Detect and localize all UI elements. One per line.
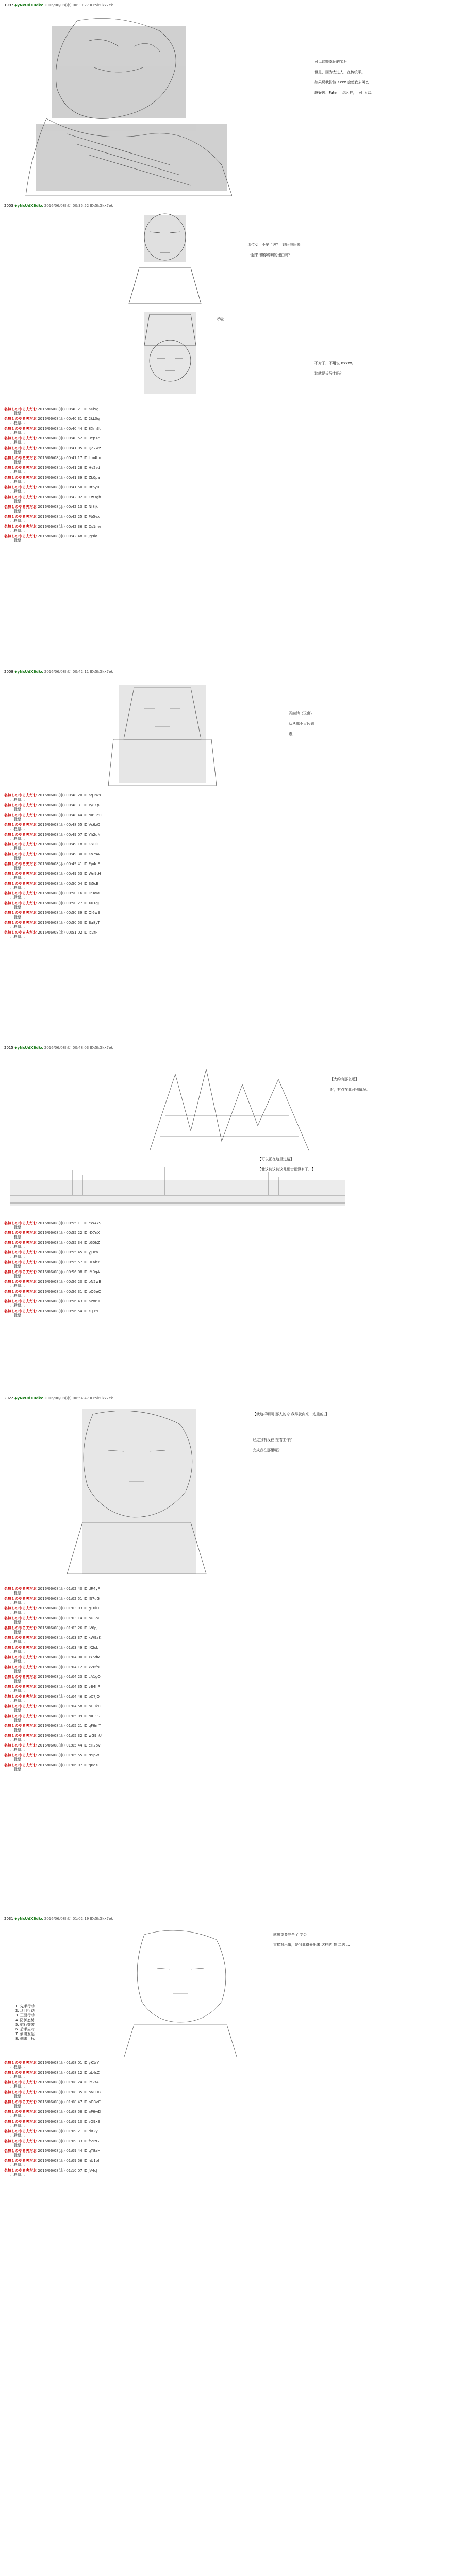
- post-meta: 2016/06/08(水) 00:42:11 ID:5kGkx7ek: [44, 670, 113, 674]
- reply-item: 名無しのやる夫だお 2016/06/08(水) 01:05:21 ID:qF6mT …投票…: [4, 1724, 101, 1732]
- reply-item: 名無しのやる夫だお 2016/06/08(水) 01:08:24 ID:iM7tA …投票…: [4, 2080, 99, 2089]
- reply-item: 名無しのやる夫だお 2016/06/08(水) 00:56:54 ID:sQ1tE …投票…: [4, 1309, 100, 1317]
- reply-item: 名無しのやる夫だお 2016/06/08(水) 00:42:13 ID:Nf8jk …投票…: [4, 505, 98, 513]
- reply-item: 名無しのやる夫だお 2016/06/08(水) 01:04:35 ID:vB4hP …投票…: [4, 1685, 100, 1693]
- reply-item: 名無しのやる夫だお 2016/06/08(水) 00:49:30 ID:Ko7sA …投票…: [4, 852, 100, 860]
- reply-item: 名無しのやる夫だお 2016/06/08(水) 00:49:53 ID:Wn9tH …投票…: [4, 872, 101, 880]
- reply-item: 名無しのやる夫だお 2016/06/08(水) 00:48:44 ID:mB3eR …投票…: [4, 813, 102, 821]
- reply-item: 名無しのやる夫だお 2016/06/08(水) 00:42:48 ID:Jg9lo …投票…: [4, 534, 97, 543]
- reply-item: 名無しのやる夫だお 2016/06/08(水) 00:40:31 ID:2kL0q …投票…: [4, 417, 100, 425]
- reply-item: 名無しのやる夫だお 2016/06/08(水) 01:04:00 ID:zY5dM …投票…: [4, 1655, 101, 1664]
- reply-item: 名無しのやる夫だお 2016/06/08(水) 01:10:07 ID:jV4cJ …投票…: [4, 2168, 97, 2177]
- ascii-art-figure: [103, 677, 222, 786]
- post-author[interactable]: ◆yNxUdXBdkc: [14, 3, 43, 7]
- reply-item: 名無しのやる夫だお 2016/06/08(水) 01:05:32 ID:wG9nU …投票…: [4, 1734, 102, 1742]
- reply-item: 名無しのやる夫だお 2016/06/08(水) 00:40:44 ID:8Xm3t …投票…: [4, 427, 101, 435]
- narration-text: 【大约有那么远】 对，有点在此时别情况。: [330, 1077, 370, 1092]
- post-meta: 2016/06/08(水) 00:30:27 ID:5kGkx7ek: [44, 3, 113, 7]
- reply-item: 名無しのやる夫だお 2016/06/08(水) 00:41:50 ID:Rt6yu …投票…: [4, 485, 100, 494]
- dialogue-text: 不对了，不用说 Bxxxx。 这就是拔异士吗？: [314, 361, 356, 376]
- dialogue-text: 面向的（远离） 从从那不太远到 意，: [289, 711, 314, 736]
- post-number: 2015: [4, 1046, 13, 1050]
- reply-item: 名無しのやる夫だお 2016/06/08(水) 01:09:10 ID:sQ9xE …投票…: [4, 2120, 100, 2128]
- reply-item: 名無しのやる夫だお 2016/06/08(水) 00:40:52 ID:uYp1c …投票…: [4, 436, 100, 445]
- reply-item: 名無しのやる夫だお 2016/06/08(水) 00:49:18 ID:Gx0iL …投票…: [4, 842, 99, 851]
- reply-item: 名無しのやる夫だお 2016/06/08(水) 00:48:31 ID:Ty8Kp …投票…: [4, 803, 100, 811]
- post-header: [4, 1046, 113, 1050]
- narration-text: 可以这颗幸运的宝石 但是，因为太过人，在传统平。 如果说我扮演 Xxxx 会使我去叫么... 越好选用Fate 怎么样， 可 所以。: [314, 60, 375, 95]
- ascii-art-figure: [124, 211, 206, 304]
- reply-item: 名無しのやる夫だお 2016/06/08(水) 01:08:12 ID:uL4sZ …投票…: [4, 2071, 100, 2079]
- reply-item: 名無しのやる夫だお 2016/06/08(水) 00:55:34 ID:tG0hZ …投票…: [4, 1241, 100, 1249]
- reply-list: [4, 793, 221, 940]
- reply-item: 名無しのやる夫だお 2016/06/08(水) 01:04:12 ID:xZ8fN …投票…: [4, 1665, 100, 1673]
- post-header: [4, 3, 113, 8]
- reply-item: 名無しのやる夫だお 2016/06/08(水) 00:50:27 ID:Xu1gJ …投票…: [4, 901, 99, 909]
- reply-item: 名無しのやる夫だお 2016/06/08(水) 00:42:25 ID:Pb5vx …投票…: [4, 515, 100, 523]
- reply-item: 名無しのやる夫だお 2016/06/08(水) 00:56:20 ID:oN2wB …投票…: [4, 1280, 102, 1288]
- reply-item: 名無しのやる夫だお 2016/06/08(水) 00:51:02 ID:Ic2rP …投票…: [4, 930, 98, 939]
- ascii-art-figure: [119, 1924, 242, 2058]
- reply-item: 名無しのやる夫だお 2016/06/08(水) 00:49:41 ID:Ep4dF …投票…: [4, 862, 100, 870]
- reply-item: 名無しのやる夫だお 2016/06/08(水) 00:55:11 ID:eW4kS …投票…: [4, 1221, 101, 1229]
- reply-item: 名無しのやる夫だお 2016/06/08(水) 01:05:55 ID:rI5pW …投票…: [4, 1753, 100, 1761]
- reply-item: 名無しのやる夫だお 2016/06/08(水) 01:02:51 ID:fS7uG …投票…: [4, 1597, 100, 1605]
- reply-item: 名無しのやる夫だお 2016/06/08(水) 01:03:26 ID:jV6pJ …投票…: [4, 1626, 98, 1634]
- ascii-art-scene: [144, 1054, 314, 1157]
- reply-list: [4, 2061, 221, 2178]
- post-header: [4, 1917, 113, 1921]
- reply-item: 名無しのやる夫だお 2016/06/08(水) 00:50:50 ID:Ba8yT …投票…: [4, 921, 100, 929]
- narration-text: 【可以正在这里过路】 【我这边这边这儿那大都没有了...】: [258, 1157, 316, 1172]
- post-header: [4, 204, 113, 208]
- ascii-art-figure: [15, 10, 232, 196]
- reply-item: 名無しのやる夫だお 2016/06/08(水) 01:02:40 ID:dR4yF …投票…: [4, 1587, 100, 1595]
- post-header: [4, 670, 113, 674]
- reply-list: [4, 407, 221, 544]
- reply-item: 名無しのやる夫だお 2016/06/08(水) 00:48:20 ID:aq1Ws …投票…: [4, 793, 101, 802]
- reply-item: 名無しのやる夫だお 2016/06/08(水) 01:03:37 ID:kW9aK …投票…: [4, 1636, 102, 1644]
- reply-item: 名無しのやる夫だお 2016/06/08(水) 01:08:47 ID:pO3vC …投票…: [4, 2100, 101, 2108]
- reply-item: 名無しのやる夫だお 2016/06/08(水) 01:04:46 ID:bC7jQ …投票…: [4, 1694, 100, 1703]
- dialogue-text: 那位女士不要了吗？ 她问他后来 一起来 和你说明的理由吗？: [247, 243, 301, 257]
- post-author[interactable]: ◆yNxUdXBdkc: [14, 670, 43, 674]
- reply-item: 名無しのやる夫だお 2016/06/08(水) 00:49:07 ID:Yh2uN …投票…: [4, 833, 101, 841]
- vote-options[interactable]: 1. 先手行动 2. 迂回行动 3. 正面行动 4. 防御态势 5. 蛇行突破 6. 后手应对 7. 偷袭发起 8. 侧击目标: [15, 2004, 35, 2041]
- reply-item: 名無しのやる夫だお 2016/06/08(水) 01:09:33 ID:fS5zG …投票…: [4, 2139, 100, 2147]
- post-author[interactable]: ◆yNxUdXBdkc: [14, 1917, 43, 1921]
- reply-item: 名無しのやる夫だお 2016/06/08(水) 00:50:39 ID:Ql6wE …投票…: [4, 911, 100, 919]
- post-meta: 2016/06/08(水) 00:35:52 ID:5kGkx7ek: [44, 204, 113, 208]
- reply-item: 名無しのやる夫だお 2016/06/08(水) 01:04:58 ID:nD0kR …投票…: [4, 1704, 101, 1713]
- post-number: 2031: [4, 1917, 13, 1921]
- reply-item: 名無しのやる夫だお 2016/06/08(水) 00:48:55 ID:Vc6zQ …投票…: [4, 823, 101, 831]
- reply-item: 名無しのやる夫だお 2016/06/08(水) 01:06:07 ID:tJ8qX …投票…: [4, 1763, 98, 1771]
- reply-item: 名無しのやる夫だお 2016/06/08(水) 01:05:44 ID:eH2oV …投票…: [4, 1743, 101, 1752]
- reply-item: 名無しのやる夫だお 2016/06/08(水) 01:09:56 ID:hU1bI …投票…: [4, 2159, 100, 2167]
- reply-item: 名無しのやる夫だお 2016/06/08(水) 01:08:58 ID:aP6wD …投票…: [4, 2110, 101, 2118]
- ascii-art-figure: [129, 309, 211, 402]
- reply-item: 名無しのやる夫だお 2016/06/08(水) 01:05:09 ID:mE3lS …投票…: [4, 1714, 100, 1722]
- reply-item: 名無しのやる夫だお 2016/06/08(水) 00:40:21 ID:aKi9g …投票…: [4, 407, 99, 415]
- reply-item: 名無しのやる夫だお 2016/06/08(水) 00:50:16 ID:Fr3oM …投票…: [4, 891, 100, 900]
- reply-item: 名無しのやる夫だお 2016/06/08(水) 01:08:01 ID:yK1rY …投票…: [4, 2061, 100, 2069]
- reply-item: 名無しのやる夫だお 2016/06/08(水) 01:04:23 ID:cA1gO …投票…: [4, 1675, 101, 1683]
- post-meta: 2016/06/08(水) 01:02:19 ID:5kGkx7ek: [44, 1917, 113, 1921]
- reply-item: 名無しのやる夫だお 2016/06/08(水) 00:55:22 ID:rD7nX …投票…: [4, 1231, 100, 1239]
- reply-item: 名無しのやる夫だお 2016/06/08(水) 00:56:31 ID:pO5eC …投票…: [4, 1290, 101, 1298]
- reply-item: 名無しのやる夫だお 2016/06/08(水) 00:41:17 ID:Lm4bn …投票…: [4, 456, 101, 464]
- post-author[interactable]: ◆yNxUdXBdkc: [14, 1396, 43, 1400]
- reply-item: 名無しのやる夫だお 2016/06/08(水) 00:50:04 ID:Sj5cB …投票…: [4, 882, 99, 890]
- post-number: 2022: [4, 1396, 13, 1400]
- reply-item: 名無しのやる夫だお 2016/06/08(水) 00:56:43 ID:aP8rD …投票…: [4, 1299, 100, 1308]
- reply-item: 名無しのやる夫だお 2016/06/08(水) 00:55:57 ID:uL6bY …投票…: [4, 1260, 100, 1268]
- dialogue-text: 就感觉要完全了 学会 直接对出做，是我此得最出来 这样的 我 二选 ...: [273, 1933, 350, 1947]
- reply-item: 名無しのやる夫だお 2016/06/08(水) 00:42:36 ID:Ds1me …投票…: [4, 524, 102, 533]
- reply-item: 名無しのやる夫だお 2016/06/08(水) 01:09:21 ID:dR2yF …投票…: [4, 2129, 100, 2138]
- post-number: 2003: [4, 204, 13, 208]
- reply-item: 名無しのやる夫だお 2016/06/08(水) 01:08:35 ID:oN0uB …投票…: [4, 2090, 101, 2098]
- post-header: [4, 1396, 113, 1401]
- reply-list: [4, 1221, 221, 1319]
- post-author[interactable]: ◆yNxUdXBdkc: [14, 204, 43, 208]
- ascii-art-figure: [62, 1404, 211, 1574]
- post-number: 2008: [4, 670, 13, 674]
- reply-list: [4, 1587, 221, 1773]
- post-author[interactable]: ◆yNxUdXBdkc: [14, 1046, 43, 1050]
- post-meta: 2016/06/08(水) 00:54:47 ID:5kGkx7ek: [44, 1396, 113, 1400]
- reply-item: 名無しのやる夫だお 2016/06/08(水) 01:03:49 ID:lX2sL …投票…: [4, 1646, 98, 1654]
- reply-item: 名無しのやる夫だお 2016/06/08(水) 00:41:05 ID:Qe7wz …投票…: [4, 446, 101, 454]
- reply-item: 名無しのやる夫だお 2016/06/08(水) 01:03:03 ID:gT0iH …投票…: [4, 1606, 100, 1615]
- post-number: 1997: [4, 3, 13, 7]
- reply-item: 名無しのやる夫だお 2016/06/08(水) 00:41:28 ID:Hv2sd …投票…: [4, 466, 100, 474]
- reply-item: 名無しのやる夫だお 2016/06/08(水) 00:55:45 ID:yJ3cV …投票…: [4, 1250, 99, 1259]
- sfx-text: 呼啦: [217, 317, 224, 321]
- reply-item: 名無しのやる夫だお 2016/06/08(水) 01:09:44 ID:gT8aH …投票…: [4, 2149, 101, 2157]
- reply-item: 名無しのやる夫だお 2016/06/08(水) 00:56:08 ID:iM9qA …投票…: [4, 1270, 100, 1278]
- post-meta: 2016/06/08(水) 00:48:03 ID:5kGkx7ek: [44, 1046, 113, 1050]
- reply-item: 名無しのやる夫だお 2016/06/08(水) 01:03:14 ID:hU3oI …投票…: [4, 1616, 100, 1624]
- reply-item: 名無しのやる夫だお 2016/06/08(水) 00:42:02 ID:Cw3gh …投票…: [4, 495, 101, 503]
- dialogue-text: 【就这样明明 那人的今 我早就向来一边重的。】 经过我有没在 接着工作？ 完成我在那里呢？: [253, 1412, 329, 1452]
- reply-item: 名無しのやる夫だお 2016/06/08(水) 00:41:39 ID:Zk0pa …投票…: [4, 476, 100, 484]
